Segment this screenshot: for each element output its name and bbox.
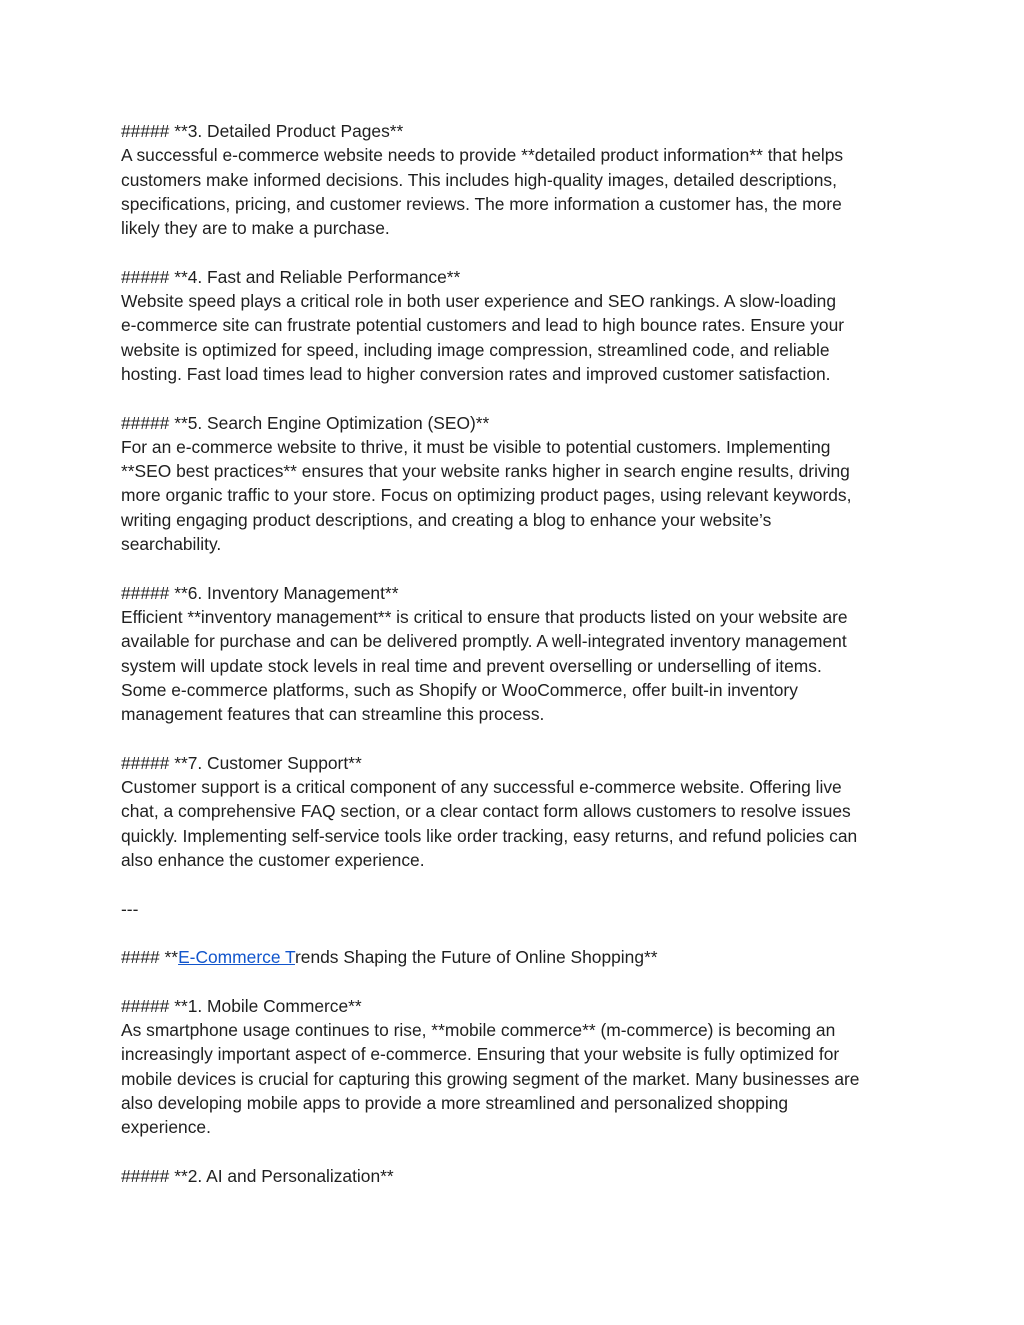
section-heading: ##### **7. Customer Support** xyxy=(121,752,362,773)
divider-text: --- xyxy=(121,898,139,919)
paragraph-line: chat, a comprehensive FAQ section, or a clear contact form allows customers to resolve issues xyxy=(121,801,851,822)
document-body xyxy=(121,119,911,1188)
paragraph-line: available for purchase and can be delivered promptly. A well-integrated inventory management xyxy=(121,631,847,652)
trends-heading-suffix: rends Shaping the Future of Online Shopping** xyxy=(294,947,658,968)
blank-line xyxy=(121,969,911,993)
section-heading: ##### **3. Detailed Product Pages** xyxy=(121,121,404,141)
paragraph-line: **SEO best practices** ensures that your website ranks higher in search engine results, driving xyxy=(121,461,850,482)
blank-line xyxy=(121,1139,911,1163)
paragraph-line: searchability. xyxy=(121,534,222,555)
paragraph-line: mobile devices is crucial for capturing this growing segment of the market. Many businesses are xyxy=(121,1068,860,1089)
section-heading: ##### **5. Search Engine Optimization (SEO)** xyxy=(121,412,490,433)
blank-line xyxy=(121,556,911,580)
paragraph-line: Efficient **inventory management** is critical to ensure that products listed on your website are xyxy=(121,606,848,627)
paragraph-line: system will update stock levels in real time and prevent overselling or underselling of items. xyxy=(121,655,822,676)
blank-line xyxy=(121,726,911,750)
paragraph-line: likely they are to make a purchase. xyxy=(121,218,390,239)
paragraph-line: hosting. Fast load times lead to higher conversion rates and improved customer satisfaction. xyxy=(121,363,831,384)
paragraph-line: Some e-commerce platforms, such as Shopify or WooCommerce, offer built-in inventory xyxy=(121,679,798,700)
paragraph-line: e-commerce site can frustrate potential customers and lead to high bounce rates. Ensure your xyxy=(121,315,845,336)
blank-line xyxy=(121,872,911,896)
paragraph-line: Customer support is a critical component of any successful e-commerce website. Offering live xyxy=(121,777,842,798)
paragraph-line: writing engaging product descriptions, and creating a blog to enhance your website’s xyxy=(121,509,772,530)
blank-line xyxy=(121,386,911,410)
ecommerce-link[interactable]: E-Commerce T xyxy=(178,947,295,968)
paragraph-line: For an e-commerce website to thrive, it must be visible to potential customers. Implementing xyxy=(121,436,831,457)
paragraph-line: Website speed plays a critical role in both user experience and SEO rankings. A slow-loading xyxy=(121,291,837,312)
section-heading: ##### **6. Inventory Management** xyxy=(121,582,399,603)
paragraph-line: also enhance the customer experience. xyxy=(121,849,425,870)
section-heading: ##### **4. Fast and Reliable Performance** xyxy=(121,266,461,287)
paragraph-line: website is optimized for speed, including image compression, streamlined code, and reliable xyxy=(121,339,830,360)
paragraph-line: specifications, pricing, and customer reviews. The more information a customer has, the more xyxy=(121,193,842,214)
paragraph-line: quickly. Implementing self-service tools like order tracking, easy returns, and refund policies can xyxy=(121,825,858,846)
paragraph-line: A successful e-commerce website needs to provide **detailed product information** that helps xyxy=(121,145,844,166)
paragraph-line: As smartphone usage continues to rise, **mobile commerce** (m-commerce) is becoming an xyxy=(121,1019,836,1040)
section-heading: ##### **1. Mobile Commerce** xyxy=(121,995,362,1016)
trends-heading xyxy=(121,945,911,969)
blank-line xyxy=(121,240,911,264)
trends-heading-prefix: #### ** xyxy=(121,947,179,968)
paragraph-line: also developing mobile apps to provide a more streamlined and personalized shopping xyxy=(121,1092,789,1113)
paragraph-line: more organic traffic to your store. Focus on optimizing product pages, using relevant keywords, xyxy=(121,485,852,506)
section-heading: ##### **2. AI and Personalization** xyxy=(121,1165,394,1186)
paragraph-line: experience. xyxy=(121,1117,211,1138)
paragraph-line: customers make informed decisions. This includes high-quality images, detailed descriptions, xyxy=(121,169,837,190)
paragraph-line: management features that can streamline this process. xyxy=(121,704,545,725)
blank-line xyxy=(121,921,911,945)
paragraph-line: increasingly important aspect of e-commerce. Ensuring that your website is fully optimized for xyxy=(121,1044,840,1065)
